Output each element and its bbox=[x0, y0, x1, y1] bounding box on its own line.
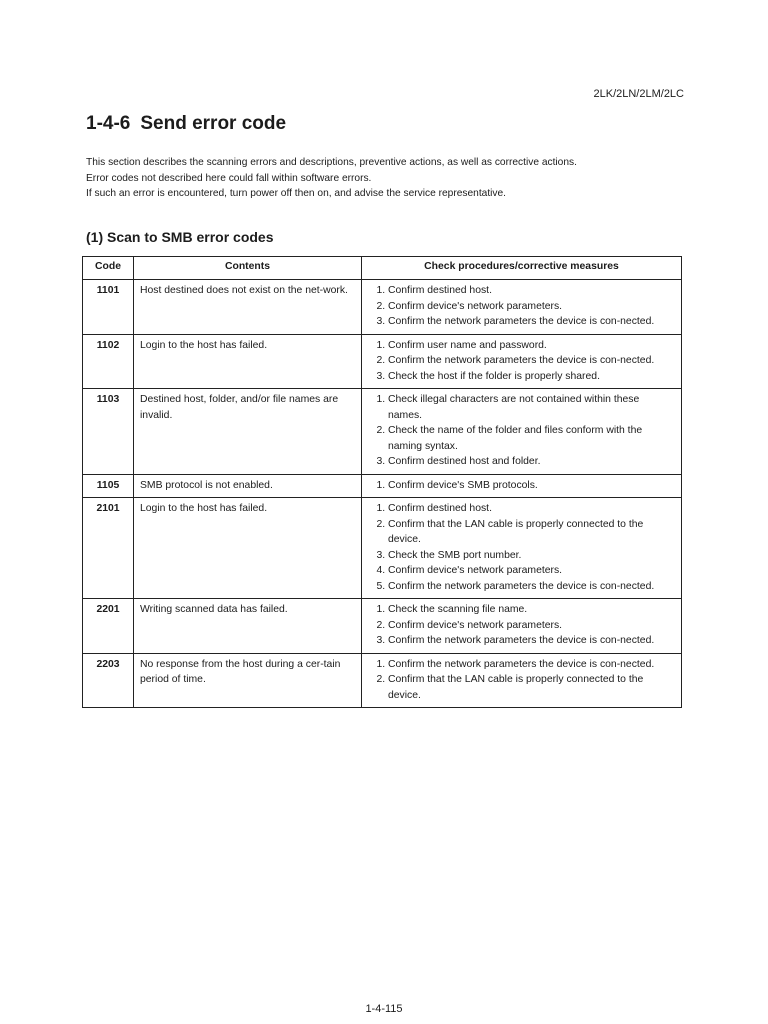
subsection-title: (1) Scan to SMB error codes bbox=[86, 229, 274, 245]
intro-line: This section describes the scanning errors and descriptions, preventive actions, as well as corrective actions. bbox=[86, 157, 577, 168]
error-contents: Login to the host has failed. bbox=[134, 334, 362, 389]
procedure-list bbox=[368, 478, 675, 494]
table-row bbox=[83, 498, 682, 599]
error-contents: SMB protocol is not enabled. bbox=[134, 474, 362, 498]
check-procedures bbox=[362, 599, 682, 654]
table-body bbox=[83, 280, 682, 708]
check-procedures bbox=[362, 474, 682, 498]
procedure-list bbox=[368, 657, 675, 704]
table-row bbox=[83, 653, 682, 708]
procedure-step: 1. Confirm device's SMB protocols. bbox=[388, 478, 675, 494]
intro-line: If such an error is encountered, turn power off then on, and advise the service representative. bbox=[86, 188, 507, 199]
procedure-step: 3. Confirm the network parameters the device is con-nected. bbox=[388, 633, 675, 649]
check-procedures bbox=[362, 653, 682, 708]
error-contents: Login to the host has failed. bbox=[134, 498, 362, 599]
procedure-list bbox=[368, 392, 675, 470]
section-title-text: Send error code bbox=[140, 113, 287, 134]
procedure-step: 3. Check the SMB port number. bbox=[388, 548, 675, 564]
error-code: 1102 bbox=[83, 334, 134, 389]
error-contents: Host destined does not exist on the net-work. bbox=[134, 280, 362, 335]
error-code: 1101 bbox=[83, 280, 134, 335]
check-procedures bbox=[362, 498, 682, 599]
procedure-step: 1. Check the scanning file name. bbox=[388, 602, 675, 618]
error-code: 2201 bbox=[83, 599, 134, 654]
error-contents: Writing scanned data has failed. bbox=[134, 599, 362, 654]
page-number: 1-4-115 bbox=[365, 1003, 403, 1015]
procedure-step: 1. Confirm destined host. bbox=[388, 283, 675, 299]
intro-line: Error codes not described here could fall within software errors. bbox=[86, 172, 372, 184]
column-header-check: Check procedures/corrective measures bbox=[362, 257, 682, 280]
error-contents: No response from the host during a cer-tain period of time. bbox=[134, 653, 362, 708]
check-procedures bbox=[362, 389, 682, 475]
intro-text bbox=[86, 155, 696, 202]
error-contents: Destined host, folder, and/or file names are invalid. bbox=[134, 389, 362, 475]
table-row bbox=[83, 599, 682, 654]
procedure-step: 2. Confirm that the LAN cable is properly connected to the device. bbox=[388, 517, 675, 548]
procedure-step: 5. Confirm the network parameters the device is con-nected. bbox=[388, 579, 675, 595]
error-code-table bbox=[82, 256, 682, 708]
check-procedures bbox=[362, 280, 682, 335]
section-title bbox=[86, 113, 286, 135]
table-row bbox=[83, 280, 682, 335]
procedure-step: 2. Confirm device's network parameters. bbox=[388, 618, 675, 634]
procedure-step: 1. Confirm the network parameters the device is con-nected. bbox=[388, 657, 675, 673]
procedure-step: 1. Confirm destined host. bbox=[388, 501, 675, 517]
error-code: 1103 bbox=[83, 389, 134, 475]
procedure-list bbox=[368, 501, 675, 594]
table-row bbox=[83, 389, 682, 475]
procedure-step: 1. Check illegal characters are not contained within these names. bbox=[388, 392, 675, 423]
error-code: 2203 bbox=[83, 653, 134, 708]
table-row bbox=[83, 474, 682, 498]
table-row bbox=[83, 334, 682, 389]
table-header-row bbox=[83, 257, 682, 280]
procedure-step: 2. Confirm that the LAN cable is properly connected to the device. bbox=[388, 672, 675, 703]
procedure-step: 2. Confirm the network parameters the device is con-nected. bbox=[388, 353, 675, 369]
column-header-code: Code bbox=[83, 257, 134, 280]
section-number: 1-4-6 bbox=[86, 113, 131, 134]
procedure-list bbox=[368, 602, 675, 649]
error-code: 2101 bbox=[83, 498, 134, 599]
procedure-step: 3. Check the host if the folder is properly shared. bbox=[388, 369, 675, 385]
procedure-step: 3. Confirm the network parameters the device is con-nected. bbox=[388, 314, 675, 330]
procedure-step: 2. Confirm device's network parameters. bbox=[388, 299, 675, 315]
check-procedures bbox=[362, 334, 682, 389]
column-header-contents: Contents bbox=[134, 257, 362, 280]
procedure-list bbox=[368, 283, 675, 330]
procedure-step: 2. Check the name of the folder and files conform with the naming syntax. bbox=[388, 423, 675, 454]
procedure-step: 3. Confirm destined host and folder. bbox=[388, 454, 675, 470]
procedure-list bbox=[368, 338, 675, 385]
procedure-step: 4. Confirm device's network parameters. bbox=[388, 563, 675, 579]
error-code: 1105 bbox=[83, 474, 134, 498]
procedure-step: 1. Confirm user name and password. bbox=[388, 338, 675, 354]
model-number-header: 2LK/2LN/2LM/2LC bbox=[593, 88, 684, 100]
